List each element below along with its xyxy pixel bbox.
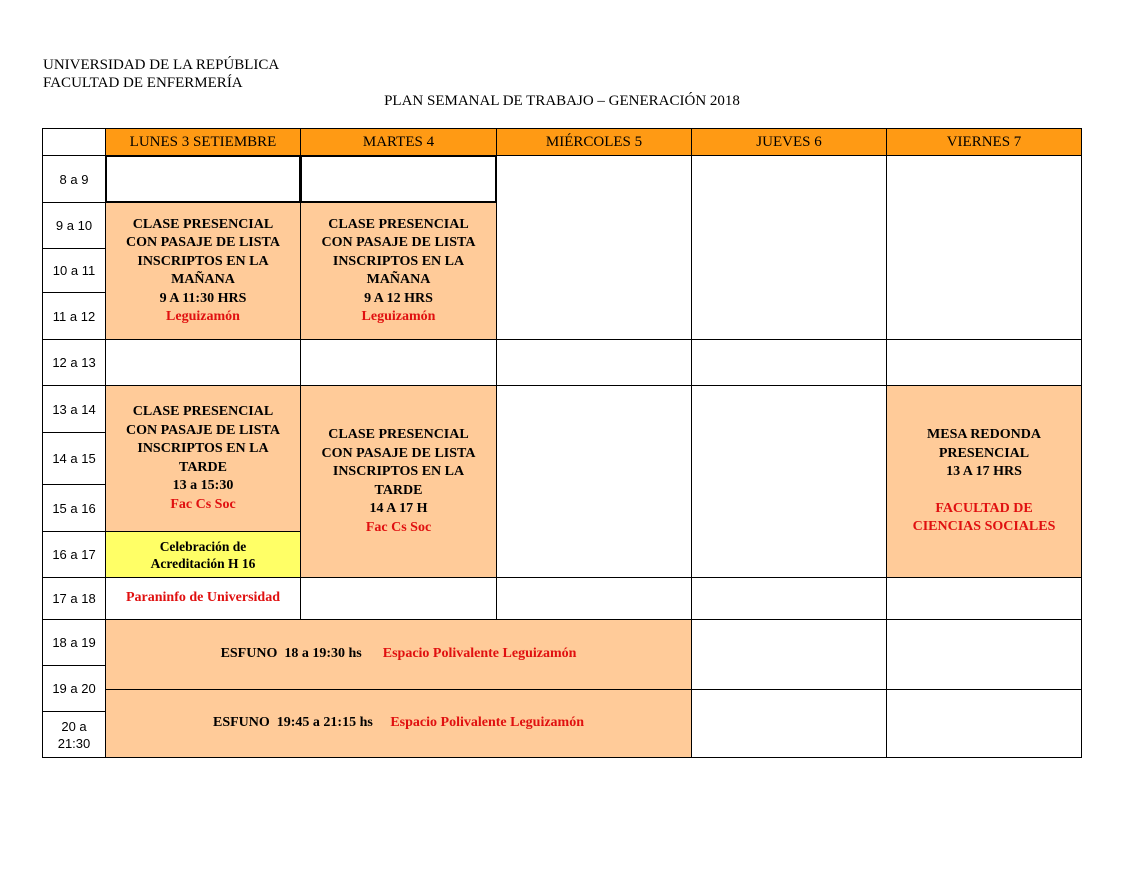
empty-cell [886,619,1082,690]
empty-cell [300,339,497,386]
time-slot: 17 a 18 [42,577,106,620]
empty-cell [691,577,887,620]
event-line: CON PASAJE DE LISTA [126,422,280,438]
event-line: CON PASAJE DE LISTA [321,445,476,461]
event-line: INSCRIPTOS EN LA [137,441,269,456]
event-line: Acreditación H 16 [150,555,256,571]
day-header-viernes: VIERNES 7 [886,128,1082,156]
event-place: Leguizamón [361,309,436,324]
event-esfuno-2 [105,689,692,758]
empty-cell [691,619,887,690]
event-line: TARDE [374,482,423,498]
empty-cell [886,689,1082,758]
event-line: 9 A 12 HRS [364,290,433,306]
event-lunes-tarde [105,385,301,532]
event-line: INSCRIPTOS EN LA [137,253,269,269]
empty-cell [496,339,692,386]
day-header-martes: MARTES 4 [300,128,497,156]
empty-cell [496,385,692,578]
empty-cell [105,155,301,203]
event-lunes-manana [105,202,301,340]
event-line: CON PASAJE DE LISTA [321,235,476,250]
time-slot: 13 a 14 [42,385,106,433]
event-place: FACULTAD DE [935,500,1033,516]
time-slot: 19 a 20 [42,665,106,712]
event-line: 13 a 15:30 [172,478,234,493]
event-place: Leguizamón [166,309,240,324]
empty-cell [691,689,887,758]
event-label: ESFUNO 18 a 19:30 hs [220,646,362,662]
time-slot: 14 a 15 [42,432,106,485]
event-line: CLASE PRESENCIAL [328,427,469,442]
event-line: INSCRIPTOS EN LA [332,464,465,479]
empty-cell [691,339,887,386]
empty-cell [300,155,497,203]
event-place: Espacio Polivalente Leguizamón [382,646,577,662]
event-line: TARDE [179,459,227,475]
event-esfuno-1 [105,619,692,690]
faculty-name: FACULTAD DE ENFERMERÍA [43,75,243,91]
empty-cell [105,339,301,386]
empty-cell [300,577,497,620]
time-slot: 8 a 9 [42,155,106,203]
event-place-paraninfo: Paraninfo de Universidad [105,577,301,620]
event-line: CON PASAJE DE LISTA [126,235,280,250]
event-line: CLASE PRESENCIAL [328,216,469,232]
university-name: UNIVERSIDAD DE LA REPÚBLICA [43,57,280,73]
time-slot: 20 a 21:30 [42,711,106,758]
event-line: MESA REDONDA [927,427,1041,443]
corner-cell [42,128,106,156]
empty-cell [886,155,1082,340]
empty-cell [886,339,1082,386]
time-slot: 18 a 19 [42,619,106,666]
event-label: ESFUNO 19:45 a 21:15 hs [212,715,373,731]
event-line: CLASE PRESENCIAL [132,404,274,419]
time-slot: 15 a 16 [42,484,106,532]
empty-cell [691,385,887,578]
event-line: 9 A 11:30 HRS [159,290,247,306]
event-place: CIENCIAS SOCIALES [912,519,1056,535]
time-slot: 12 a 13 [42,339,106,386]
event-line: Celebración de [159,538,247,554]
event-celebracion [105,531,301,578]
day-header-miercoles: MIÉRCOLES 5 [496,128,692,156]
event-line: PRESENCIAL [938,445,1030,461]
event-place: Fac Cs Soc [170,496,236,512]
empty-cell [886,577,1082,620]
event-martes-tarde [300,385,497,578]
event-line: CLASE PRESENCIAL [132,216,274,232]
event-place: Espacio Polivalente Leguizamón [390,715,585,731]
day-header-lunes: LUNES 3 SETIEMBRE [105,128,301,156]
event-viernes-mesa-redonda [886,385,1082,578]
page-title: PLAN SEMANAL DE TRABAJO – GENERACIÓN 2018 [384,93,740,109]
event-place: Fac Cs Soc [365,519,432,535]
time-slot: 16 a 17 [42,531,106,578]
event-martes-manana [300,202,497,340]
empty-cell [691,155,887,340]
event-line: INSCRIPTOS EN LA [332,253,465,269]
empty-cell [496,577,692,620]
time-slot: 9 a 10 [42,202,106,249]
empty-cell [496,155,692,340]
time-slot: 11 a 12 [42,292,106,340]
event-line: MAÑANA [171,272,235,287]
event-line: MAÑANA [366,272,431,287]
event-line: 14 A 17 H [369,501,428,516]
event-line: 13 A 17 HRS [946,464,1022,480]
time-slot: 10 a 11 [42,248,106,293]
day-header-jueves: JUEVES 6 [691,128,887,156]
